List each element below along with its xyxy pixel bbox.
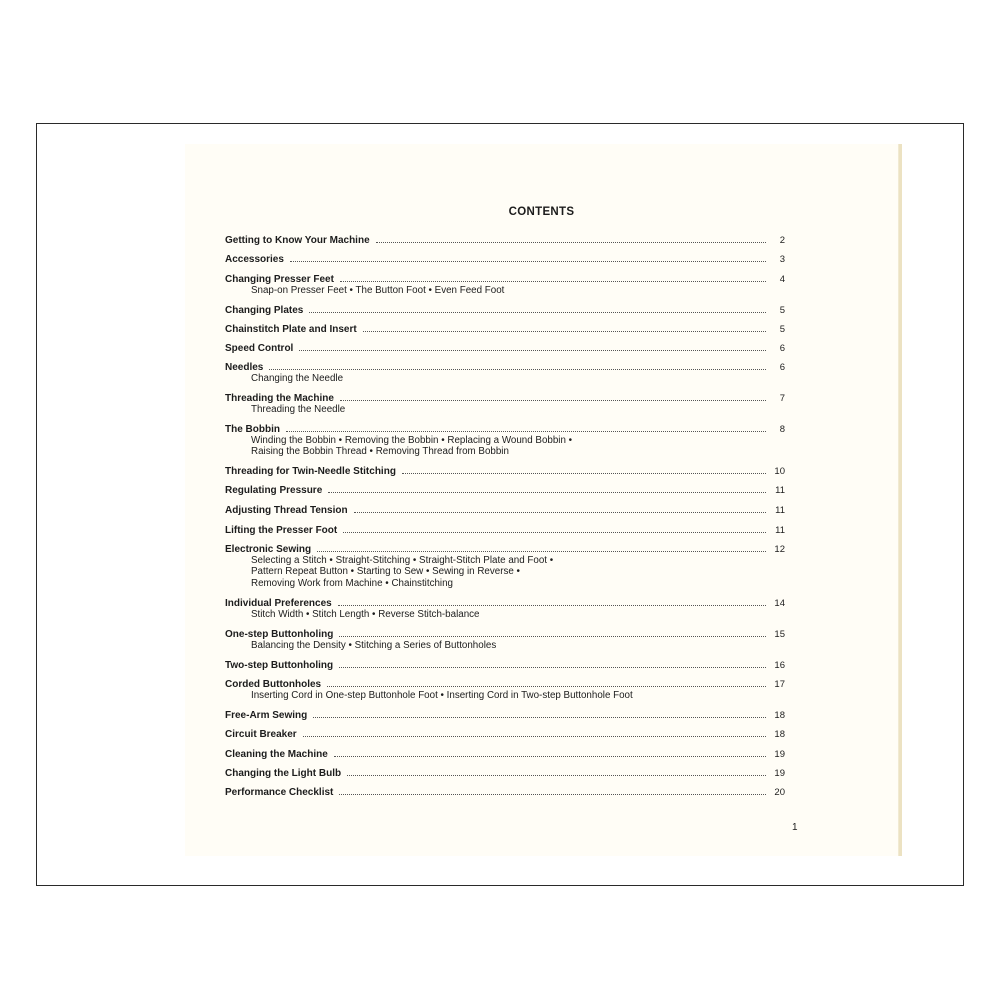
toc-subtopics: Removing Work from Machine • Chainstitching <box>251 577 453 589</box>
toc-subtopics: Winding the Bobbin • Removing the Bobbin • Replacing a Wound Bobbin • <box>251 435 573 446</box>
dot-leader <box>402 465 766 474</box>
toc-entry <box>225 786 785 798</box>
toc-entry-title: Speed Control <box>225 343 294 354</box>
toc-entry-row <box>225 709 785 721</box>
toc-entry-row <box>225 234 785 246</box>
dot-leader <box>340 392 766 401</box>
toc-entry-row <box>225 748 785 760</box>
toc-entry <box>225 628 785 651</box>
toc-entry-page: 5 <box>779 324 785 335</box>
toc-entry-title: Threading the Machine <box>225 393 334 404</box>
toc-entry-row <box>225 659 785 671</box>
toc-entry <box>225 273 785 296</box>
toc-entry-row <box>225 524 785 536</box>
toc-entry-page: 19 <box>774 768 785 779</box>
contents-title: CONTENTS <box>508 206 575 218</box>
toc-entry-title: Threading for Twin-Needle Stitching <box>225 466 396 477</box>
toc-entry-row <box>225 392 785 404</box>
dot-leader <box>339 659 766 668</box>
toc-entry-title: Changing Plates <box>225 305 304 316</box>
dot-leader <box>309 304 766 313</box>
manual-page <box>185 144 898 856</box>
toc-entry-page: 18 <box>774 729 785 740</box>
toc-entry-row <box>225 678 785 690</box>
dot-leader <box>313 709 766 718</box>
toc-entry-title: Individual Preferences <box>225 598 332 609</box>
toc-entry-page: 14 <box>774 598 785 609</box>
toc-entry <box>225 323 785 335</box>
dot-leader <box>347 767 766 776</box>
toc-subtopics: Raising the Bobbin Thread • Removing Thread from Bobbin <box>251 446 509 458</box>
toc-entry-page: 15 <box>774 629 785 640</box>
toc-entry <box>225 465 785 477</box>
dot-leader <box>354 504 766 513</box>
toc-entry <box>225 253 785 265</box>
toc-entry-page: 10 <box>774 466 785 477</box>
toc-entry-row <box>225 465 785 477</box>
toc-subtopics: Changing the Needle <box>251 373 344 384</box>
toc-entry-title: Two-step Buttonholing <box>225 660 334 671</box>
toc-entry-page: 11 <box>775 485 785 496</box>
toc-entry-row <box>225 786 785 798</box>
toc-entry-title: Electronic Sewing <box>225 544 312 555</box>
toc-entry-title: Changing Presser Feet <box>225 274 334 285</box>
toc-entry-page: 6 <box>779 362 785 373</box>
toc-subtopics: Snap-on Presser Feet • The Button Foot • Even Feed Foot <box>251 285 505 296</box>
toc-entry-page: 20 <box>774 787 785 798</box>
toc-entry-title: Needles <box>225 362 264 373</box>
toc-entry-row <box>225 597 785 609</box>
toc-entry <box>225 678 785 701</box>
toc-entry-row <box>225 423 785 435</box>
dot-leader <box>286 423 766 432</box>
toc-entry-row <box>225 484 785 496</box>
toc-entry-row <box>225 323 785 335</box>
dot-leader <box>317 543 766 552</box>
dot-leader <box>303 728 766 737</box>
toc-entry-title: One-step Buttonholing <box>225 629 334 640</box>
toc-entry <box>225 342 785 354</box>
toc-entry-page: 17 <box>774 679 785 690</box>
toc-entry-title: Adjusting Thread Tension <box>225 505 348 516</box>
toc-entry-title: The Bobbin <box>225 424 280 435</box>
toc-entry-title: Accessories <box>225 254 284 265</box>
toc-entry-page: 16 <box>774 660 785 671</box>
dot-leader <box>338 597 766 606</box>
toc-entry-title: Circuit Breaker <box>225 729 297 740</box>
toc-entry-page: 18 <box>774 710 785 721</box>
toc-subtopics: Inserting Cord in One-step Buttonhole Foot • Inserting Cord in Two-step Buttonhole Foot <box>251 690 633 701</box>
toc-entry <box>225 423 785 458</box>
toc-entry <box>225 392 785 415</box>
toc-entry <box>225 361 785 384</box>
toc-entry <box>225 504 785 516</box>
toc-entry-page: 11 <box>775 525 785 536</box>
dot-leader <box>340 273 766 282</box>
toc-entry <box>225 728 785 740</box>
toc-entry-row <box>225 543 785 555</box>
toc-entry <box>225 543 785 589</box>
dot-leader <box>339 786 766 795</box>
toc-entry-row <box>225 504 785 516</box>
toc-entry-page: 12 <box>774 544 785 555</box>
toc-entry-row <box>225 304 785 316</box>
toc-entry-title: Regulating Pressure <box>225 485 323 496</box>
toc-subtopics: Threading the Needle <box>251 404 346 415</box>
toc-entry-row <box>225 361 785 373</box>
toc-entry-row <box>225 273 785 285</box>
toc-entry-title: Cleaning the Machine <box>225 749 328 760</box>
page-number: 1 <box>792 822 798 833</box>
dot-leader <box>327 678 766 687</box>
dot-leader <box>363 323 766 332</box>
toc-entry <box>225 767 785 779</box>
toc-entry-page: 11 <box>775 505 785 516</box>
toc-entry <box>225 484 785 496</box>
toc-entry-title: Performance Checklist <box>225 787 334 798</box>
toc-entry-page: 7 <box>779 393 785 404</box>
toc-subtopics: Balancing the Density • Stitching a Series of Buttonholes <box>251 640 497 651</box>
dot-leader <box>269 361 766 370</box>
toc-entry-page: 19 <box>774 749 785 760</box>
toc-entry <box>225 597 785 620</box>
toc-entry-title: Changing the Light Bulb <box>225 768 342 779</box>
toc-entry-page: 3 <box>779 254 785 265</box>
toc-entry-page: 4 <box>779 274 785 285</box>
toc-entry <box>225 304 785 316</box>
toc-entry-row <box>225 253 785 265</box>
page-edge <box>899 144 902 856</box>
toc-entry-row <box>225 767 785 779</box>
dot-leader <box>376 234 766 243</box>
dot-leader <box>334 748 766 757</box>
toc-entry-row <box>225 628 785 640</box>
toc-subtopics: Stitch Width • Stitch Length • Reverse Stitch-balance <box>251 609 480 620</box>
dot-leader <box>343 524 766 533</box>
toc-entry-title: Free-Arm Sewing <box>225 710 308 721</box>
toc-entry <box>225 709 785 721</box>
toc-entry-title: Corded Buttonholes <box>225 679 322 690</box>
toc-subtopics: Pattern Repeat Button • Starting to Sew • Sewing in Reverse • <box>251 566 520 578</box>
toc-subtopics: Selecting a Stitch • Straight-Stitching • Straight-Stitch Plate and Foot • <box>251 555 554 566</box>
dot-leader <box>328 484 766 493</box>
toc-entry-row <box>225 342 785 354</box>
toc-entry-title: Getting to Know Your Machine <box>225 235 370 246</box>
dot-leader <box>299 342 766 351</box>
toc-entry-row <box>225 728 785 740</box>
toc-entry <box>225 748 785 760</box>
toc-entry-page: 6 <box>779 343 785 354</box>
scan-frame <box>36 123 964 886</box>
toc-entry-title: Chainstitch Plate and Insert <box>225 324 357 335</box>
toc-entry <box>225 234 785 246</box>
toc-entry-page: 5 <box>779 305 785 316</box>
toc-entry <box>225 524 785 536</box>
toc-entry-title: Lifting the Presser Foot <box>225 525 338 536</box>
dot-leader <box>339 628 766 637</box>
toc-entry <box>225 659 785 671</box>
toc-entry-page: 2 <box>779 235 785 246</box>
toc-entry-page: 8 <box>779 424 785 435</box>
dot-leader <box>290 253 766 262</box>
